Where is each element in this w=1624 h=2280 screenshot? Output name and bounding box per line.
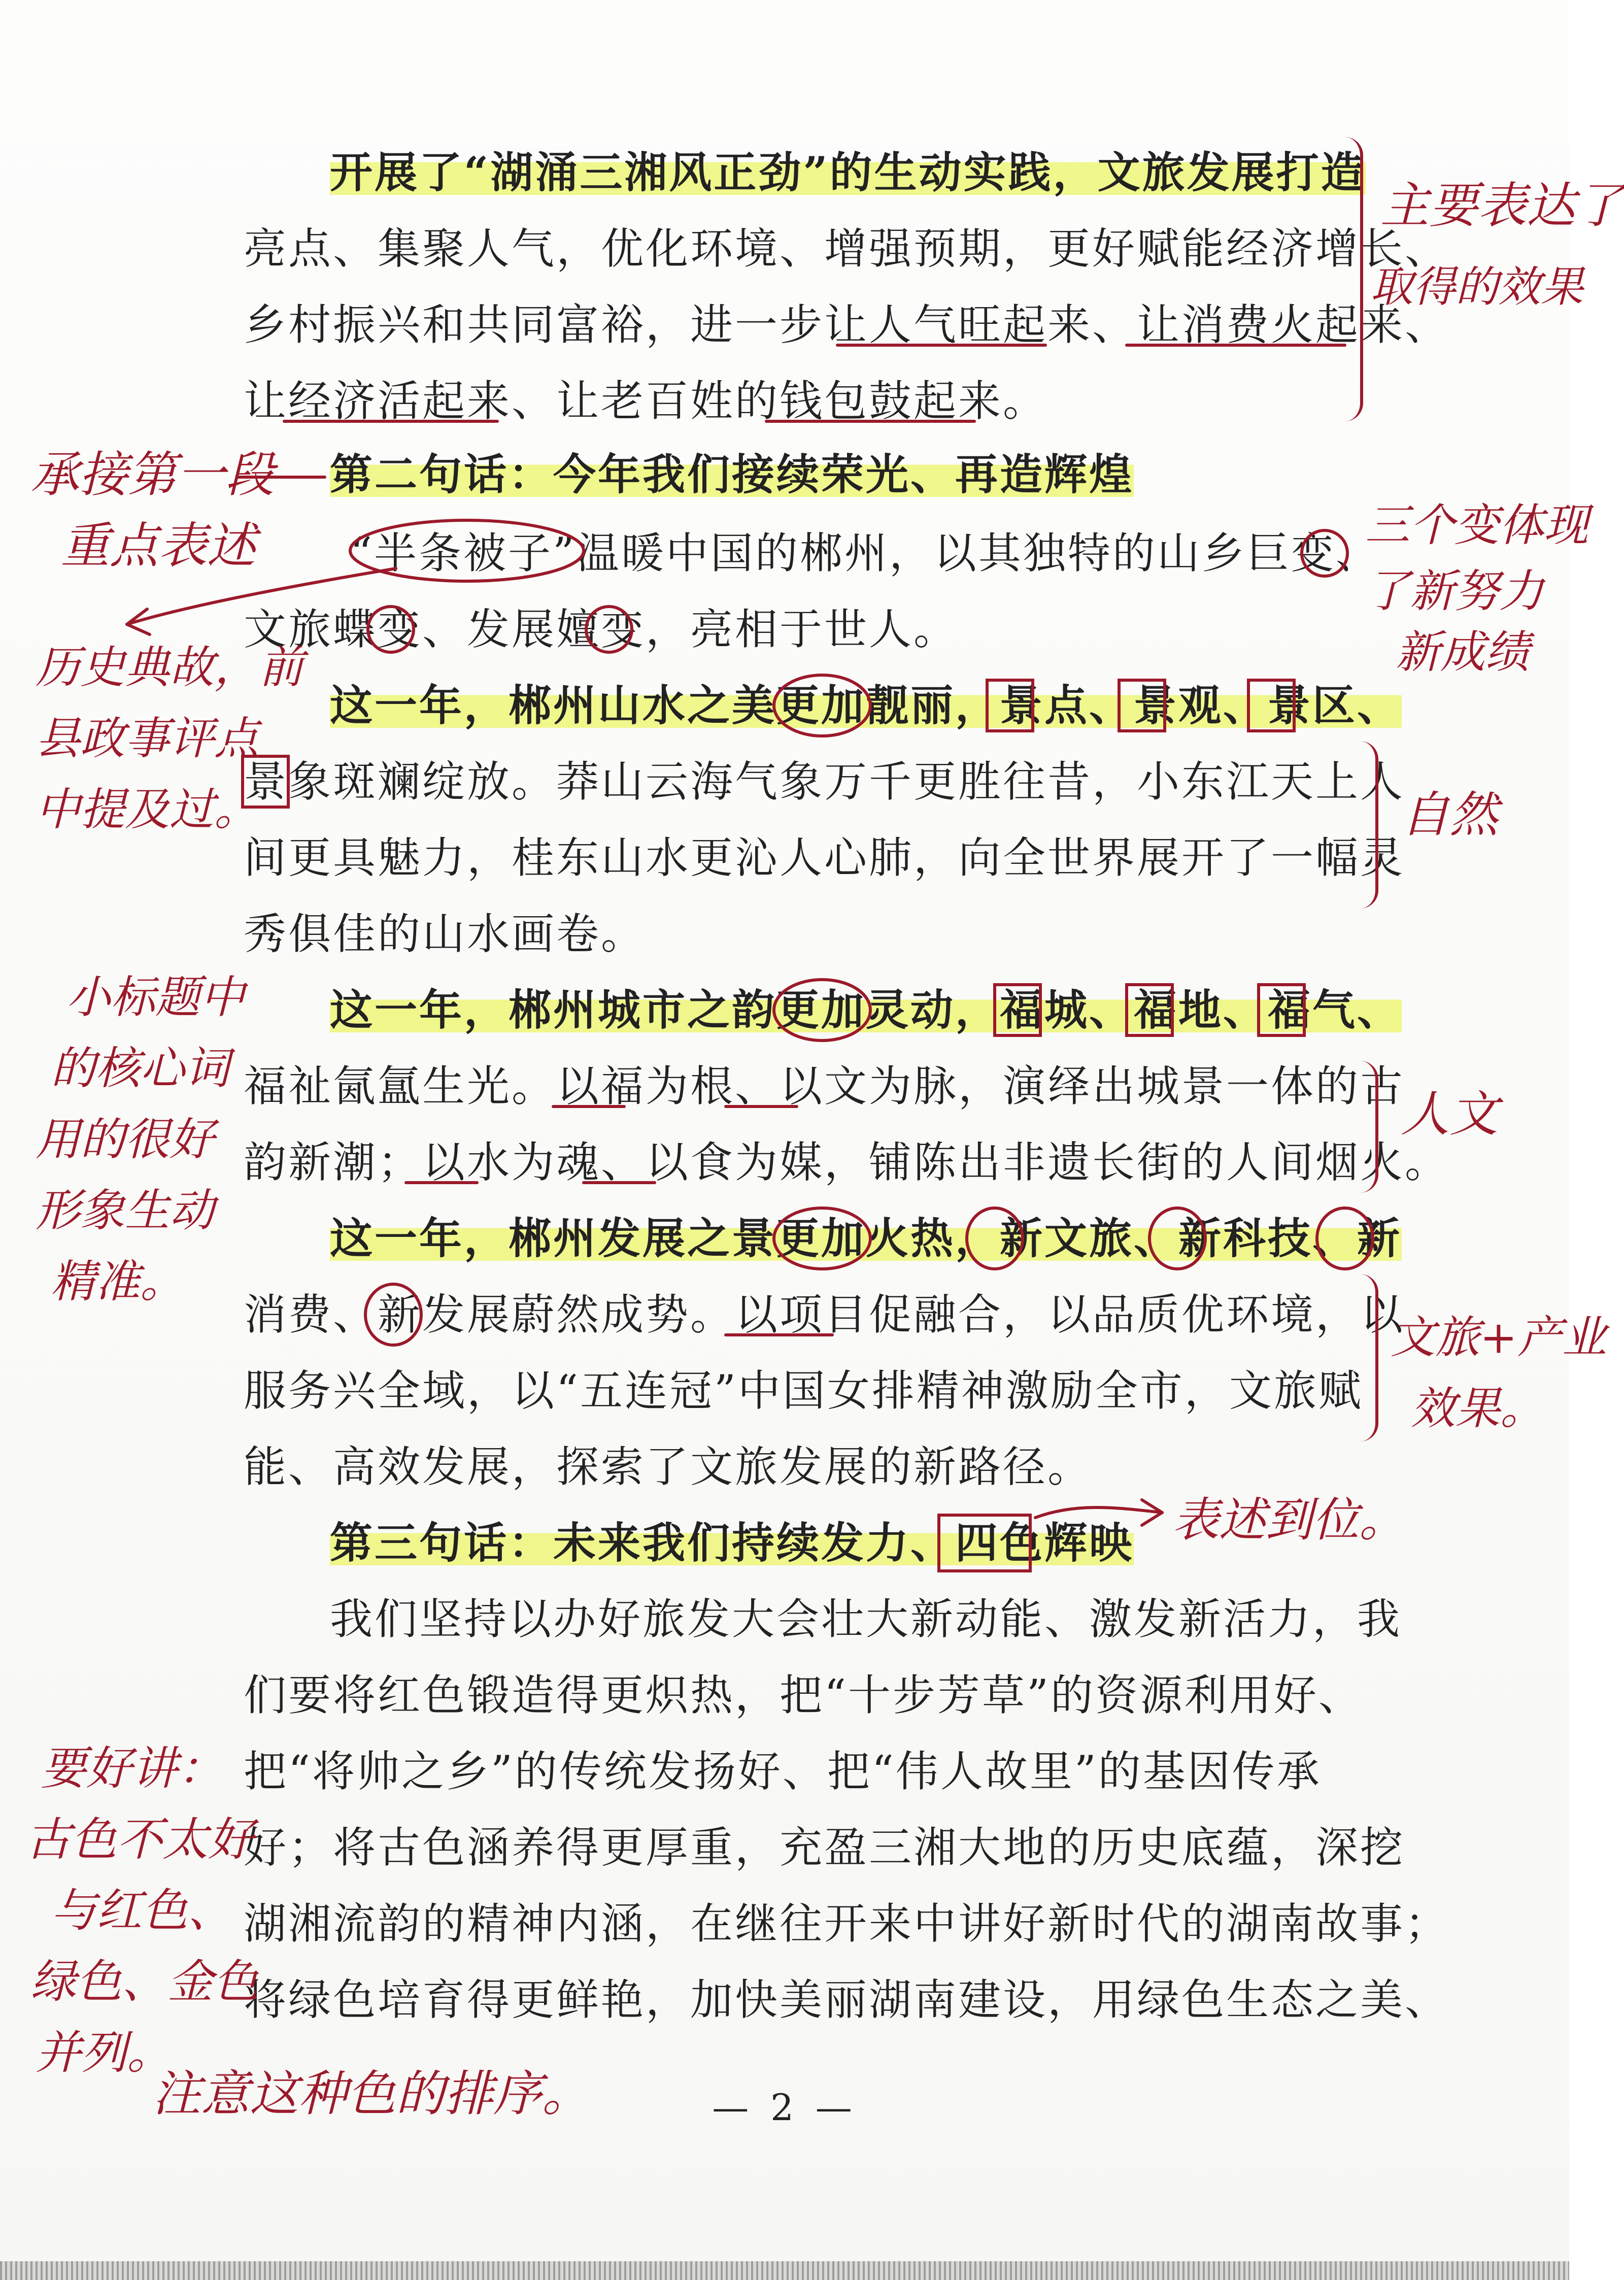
- arrow-curve: [1035, 1507, 1162, 1518]
- text-line-25: 将绿色培育得更鲜艳，加快美丽湖南建设，用绿色生态之美、: [244, 1975, 1450, 2025]
- margin-note-right: 效果。: [1411, 1382, 1545, 1434]
- heading-text: 第三句话：未来我们持续发力、四色辉映: [330, 1518, 1134, 1568]
- box-mark: [1127, 985, 1172, 1035]
- box-mark: [1119, 680, 1165, 731]
- text-line-7: 文旅蝶变、发展嬗变，亮相于世人。: [244, 605, 959, 654]
- text-line-9: 景象斑斓绽放。莽山云海气象万千更胜往昔，小东江天上人: [244, 757, 1405, 807]
- margin-note-right: 自然: [1401, 786, 1498, 843]
- heading-text: 第二句话：今年我们接续荣光、再造辉煌: [330, 450, 1134, 499]
- margin-note-right: 表述到位。: [1172, 1493, 1406, 1547]
- circle-mark: [1149, 1208, 1205, 1269]
- circle-mark: [967, 1208, 1023, 1269]
- text-line-3: 乡村振兴和共同富裕，进一步让人气旺起来、让消费火起来、: [244, 300, 1450, 350]
- text-line-14: 韵新潮；以水为魂、以食为媒，铺陈出非遗长街的人间烟火。: [244, 1137, 1450, 1187]
- circle-mark: [350, 520, 584, 581]
- margin-note-left: 与红色、: [51, 1884, 233, 1937]
- text-segment: 这一年，郴州发展之景更加火热，新文旅、新科技、新: [330, 1213, 1402, 1263]
- circle-mark: [365, 1284, 421, 1345]
- margin-note-right: 新成绩: [1396, 626, 1530, 678]
- circle-mark: [368, 607, 414, 652]
- margin-note-right: 主要表达了: [1380, 177, 1624, 234]
- margin-note-left: 的核心词: [51, 1042, 230, 1094]
- circle-mark: [586, 607, 632, 652]
- margin-note-left: 承接第一段: [30, 446, 274, 503]
- box-mark: [995, 985, 1040, 1035]
- margin-note-left: 形象生动: [36, 1184, 215, 1236]
- text-segment: 这一年，郴州山水之美更加靓丽，景点、景观、景区、: [330, 680, 1402, 730]
- margin-note-left: 古色不太好: [25, 1813, 254, 1866]
- text-line-4: 让经济活起来、让老百姓的钱包鼓起来。: [244, 376, 1048, 426]
- text-line-24: 湖湘流韵的精神内涵，在继往开来中讲好新时代的湖南故事；: [244, 1899, 1450, 1949]
- circle-mark: [1302, 530, 1347, 576]
- text-line-20: 我们坚持以办好旅发大会壮大新动能、激发新活力，我: [330, 1594, 1402, 1644]
- text-line-21: 们要将红色锻造得更炽热，把“十步芳草”的资源利用好、: [244, 1670, 1363, 1720]
- text-segment: 开展了“湖涌三湘风正劲”的生动实践，文旅发展打造: [330, 147, 1366, 197]
- box-mark: [939, 1515, 1030, 1571]
- margin-note-left: 中提及过。: [36, 783, 259, 835]
- arrow-curve: [127, 568, 396, 624]
- text-line-13: 福祉氤氲生光。以福为根、以文为脉，演绎出城景一体的古: [244, 1061, 1405, 1111]
- text-line-16: 消费、新发展蔚然成势。以项目促融合，以品质优环境，以: [244, 1290, 1405, 1339]
- margin-note-left: 要好讲：: [41, 1742, 223, 1795]
- circle-mark: [774, 675, 870, 736]
- margin-note-left: 县政事评点: [36, 712, 259, 764]
- text-line-18: 能、高效发展，探索了文旅发展的新路径。: [244, 1442, 1093, 1492]
- margin-note-right: 人文: [1401, 1086, 1498, 1143]
- text-line-10: 间更具魅力，桂东山水更沁人心肺，向全世界展开了一幅灵: [244, 833, 1405, 883]
- margin-note-right: 三个变体现: [1365, 499, 1589, 551]
- text-line-6: “半条被子”温暖中国的郴州，以其独特的山乡巨变、: [350, 528, 1380, 578]
- circle-mark: [774, 980, 870, 1041]
- scan-edge-artifact: [0, 2261, 1569, 2280]
- text-line-22: 把“将帅之乡”的传统发扬好、把“伟人故里”的基因传承: [244, 1747, 1322, 1796]
- margin-note-left: 并列。: [36, 2026, 173, 2080]
- box-mark: [987, 680, 1033, 731]
- text-line-17: 服务兴全域，以“五连冠”中国女排精神激励全市，文旅赋: [244, 1366, 1363, 1416]
- text-segment: 这一年，郴州城市之韵更加灵动，福城、福地、福气、: [330, 985, 1402, 1035]
- margin-note-left: 重点表述: [61, 517, 256, 574]
- text-line-23: 好；将古色涵养得更厚重，充盈三湘大地的历史底蕴，深挖: [244, 1823, 1405, 1872]
- margin-note-right: 取得的效果: [1370, 262, 1584, 312]
- box-mark: [243, 756, 288, 807]
- text-line-11: 秀俱佳的山水画卷。: [244, 909, 646, 959]
- margin-note-left: 精准。: [51, 1255, 185, 1307]
- circle-mark: [1317, 1208, 1373, 1269]
- margin-note-right: 文旅+产业: [1391, 1311, 1607, 1363]
- margin-note-left: 小标题中: [66, 971, 245, 1023]
- box-mark: [1248, 680, 1294, 731]
- margin-note-left: 绿色、金色: [30, 1955, 259, 2008]
- margin-note-right: 了新努力: [1365, 565, 1544, 617]
- text-line-2: 亮点、集聚人气，优化环境、增强预期，更好赋能经济增长、: [244, 224, 1450, 274]
- box-mark: [1259, 985, 1304, 1035]
- margin-note-left: 历史典故，前: [36, 641, 304, 693]
- circle-mark: [774, 1208, 870, 1269]
- page-number: — 2 —: [712, 2086, 857, 2129]
- margin-note-bottom: 注意这种色的排序。: [152, 2065, 591, 2122]
- margin-note-left: 用的很好: [36, 1113, 215, 1165]
